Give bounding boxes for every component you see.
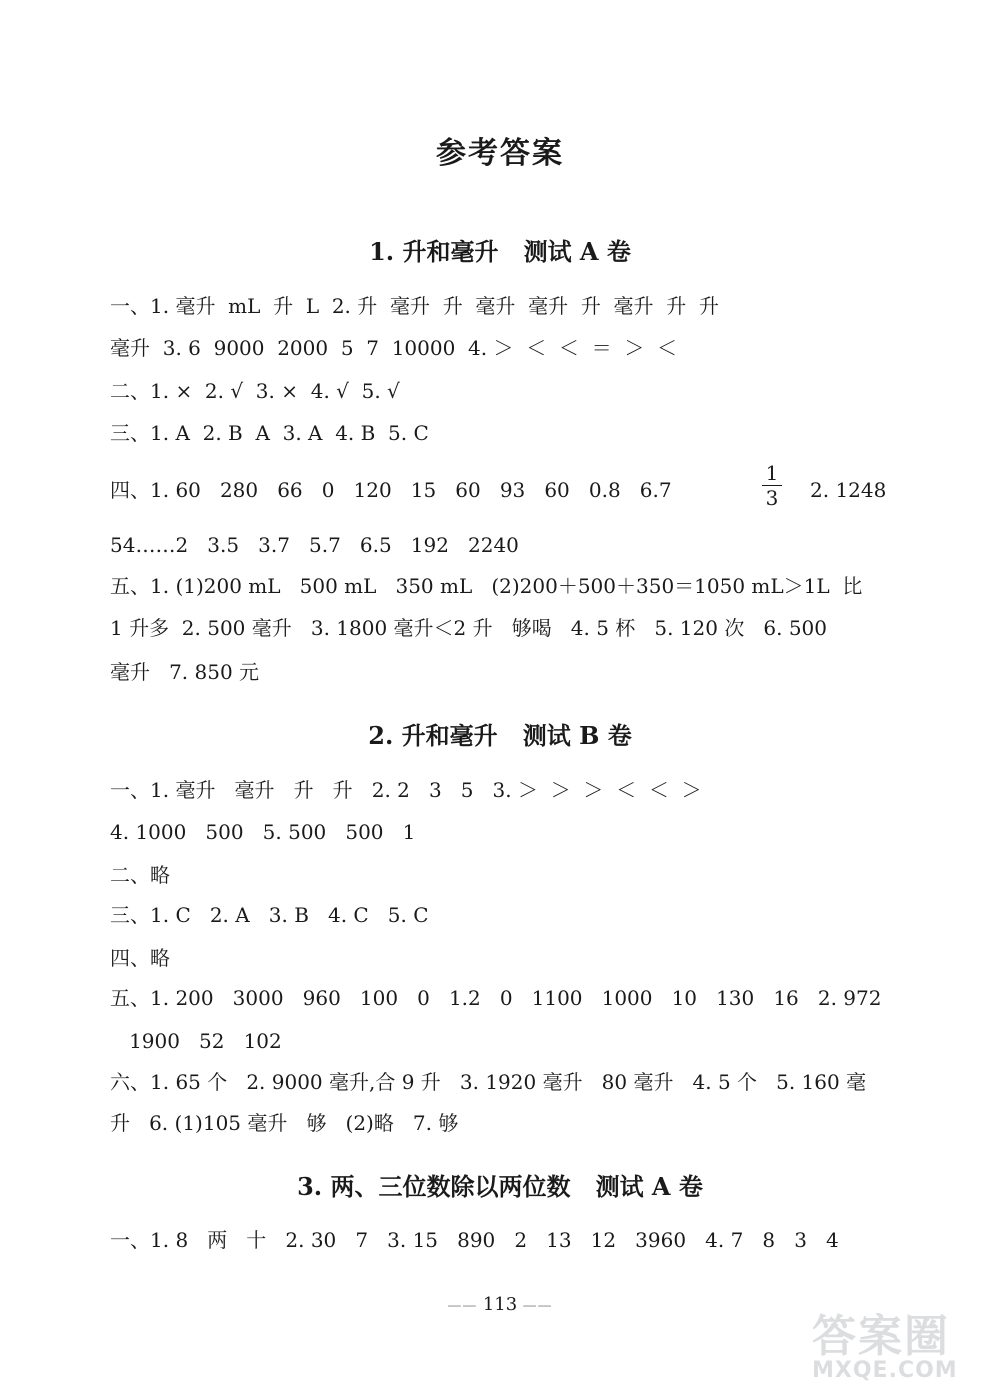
answer-line: 4. 1000 500 5. 500 500 1 (110, 820, 416, 844)
answer-line: 五、1. 200 3000 960 100 0 1.2 0 1100 1000 10 130 16 2. 972 (110, 986, 882, 1010)
answer-line: 1 升多 2. 500 毫升 3. 1800 毫升＜2 升 够喝 4. 5 杯 5. 120 次 6. 500 (110, 616, 828, 640)
answer-line: 二、1. × 2. √ 3. × 4. √ 5. √ (110, 379, 400, 403)
page-title: 参考答案 (436, 136, 564, 171)
answer-line: 升 6. (1)105 毫升 够 (2)略 7. 够 (110, 1111, 459, 1135)
answer-line: 1900 52 102 (110, 1029, 282, 1053)
watermark-logo (812, 1300, 992, 1388)
page-number-dash: —— (517, 1298, 553, 1314)
answer-line: 三、1. A 2. B A 3. A 4. B 5. C (110, 421, 429, 445)
watermark-url: MXQE.COM (812, 1358, 958, 1383)
answer-line: 四、1. 60 280 66 0 120 15 60 93 60 0.8 6.7 (110, 478, 672, 502)
answer-line: 五、1. (1)200 mL 500 mL 350 mL (2)200＋500＋350＝1050 mL＞1L 比 (110, 574, 863, 598)
watermark-text: 答案圈 (812, 1311, 950, 1362)
answer-line: 毫升 3. 6 9000 2000 5 7 10000 4. ＞ ＜ ＜ ＝ ＞ ＜ (110, 336, 678, 360)
fraction-numerator: 1 (765, 461, 779, 485)
answer-line: 六、1. 65 个 2. 9000 毫升,合 9 升 3. 1920 毫升 80 毫升 4. 5 个 5. 160 毫 (110, 1070, 867, 1094)
answer-line: 54……2 3.5 3.7 5.7 6.5 192 2240 (110, 533, 519, 557)
answer-line: 毫升 7. 850 元 (110, 660, 260, 684)
answer-line: 一、1. 8 两 十 2. 30 7 3. 15 890 2 13 12 3960 4. 7 8 3 4 (110, 1228, 839, 1252)
answer-line: 三、1. C 2. A 3. B 4. C 5. C (110, 903, 429, 927)
fraction-denominator: 3 (765, 486, 779, 510)
answer-line: 四、略 (110, 946, 170, 970)
fraction (760, 462, 784, 509)
answer-line: 2. 1248 (810, 478, 887, 502)
answer-line: 一、1. 毫升 毫升 升 升 2. 2 3 5 3. ＞ ＞ ＞ ＜ ＜ ＞ (110, 778, 702, 802)
section-title-3: 3. 两、三位数除以两位数 测试 A 卷 (297, 1172, 703, 1201)
page-number-value: 113 (482, 1294, 518, 1315)
page-number-dash: —— (447, 1298, 483, 1314)
section-title-1: 1. 升和毫升 测试 A 卷 (369, 237, 631, 266)
section-title-2: 2. 升和毫升 测试 B 卷 (368, 721, 632, 750)
answer-line: 一、1. 毫升 mL 升 L 2. 升 毫升 升 毫升 毫升 升 毫升 升 升 (110, 294, 719, 318)
answer-line: 二、略 (110, 863, 170, 887)
